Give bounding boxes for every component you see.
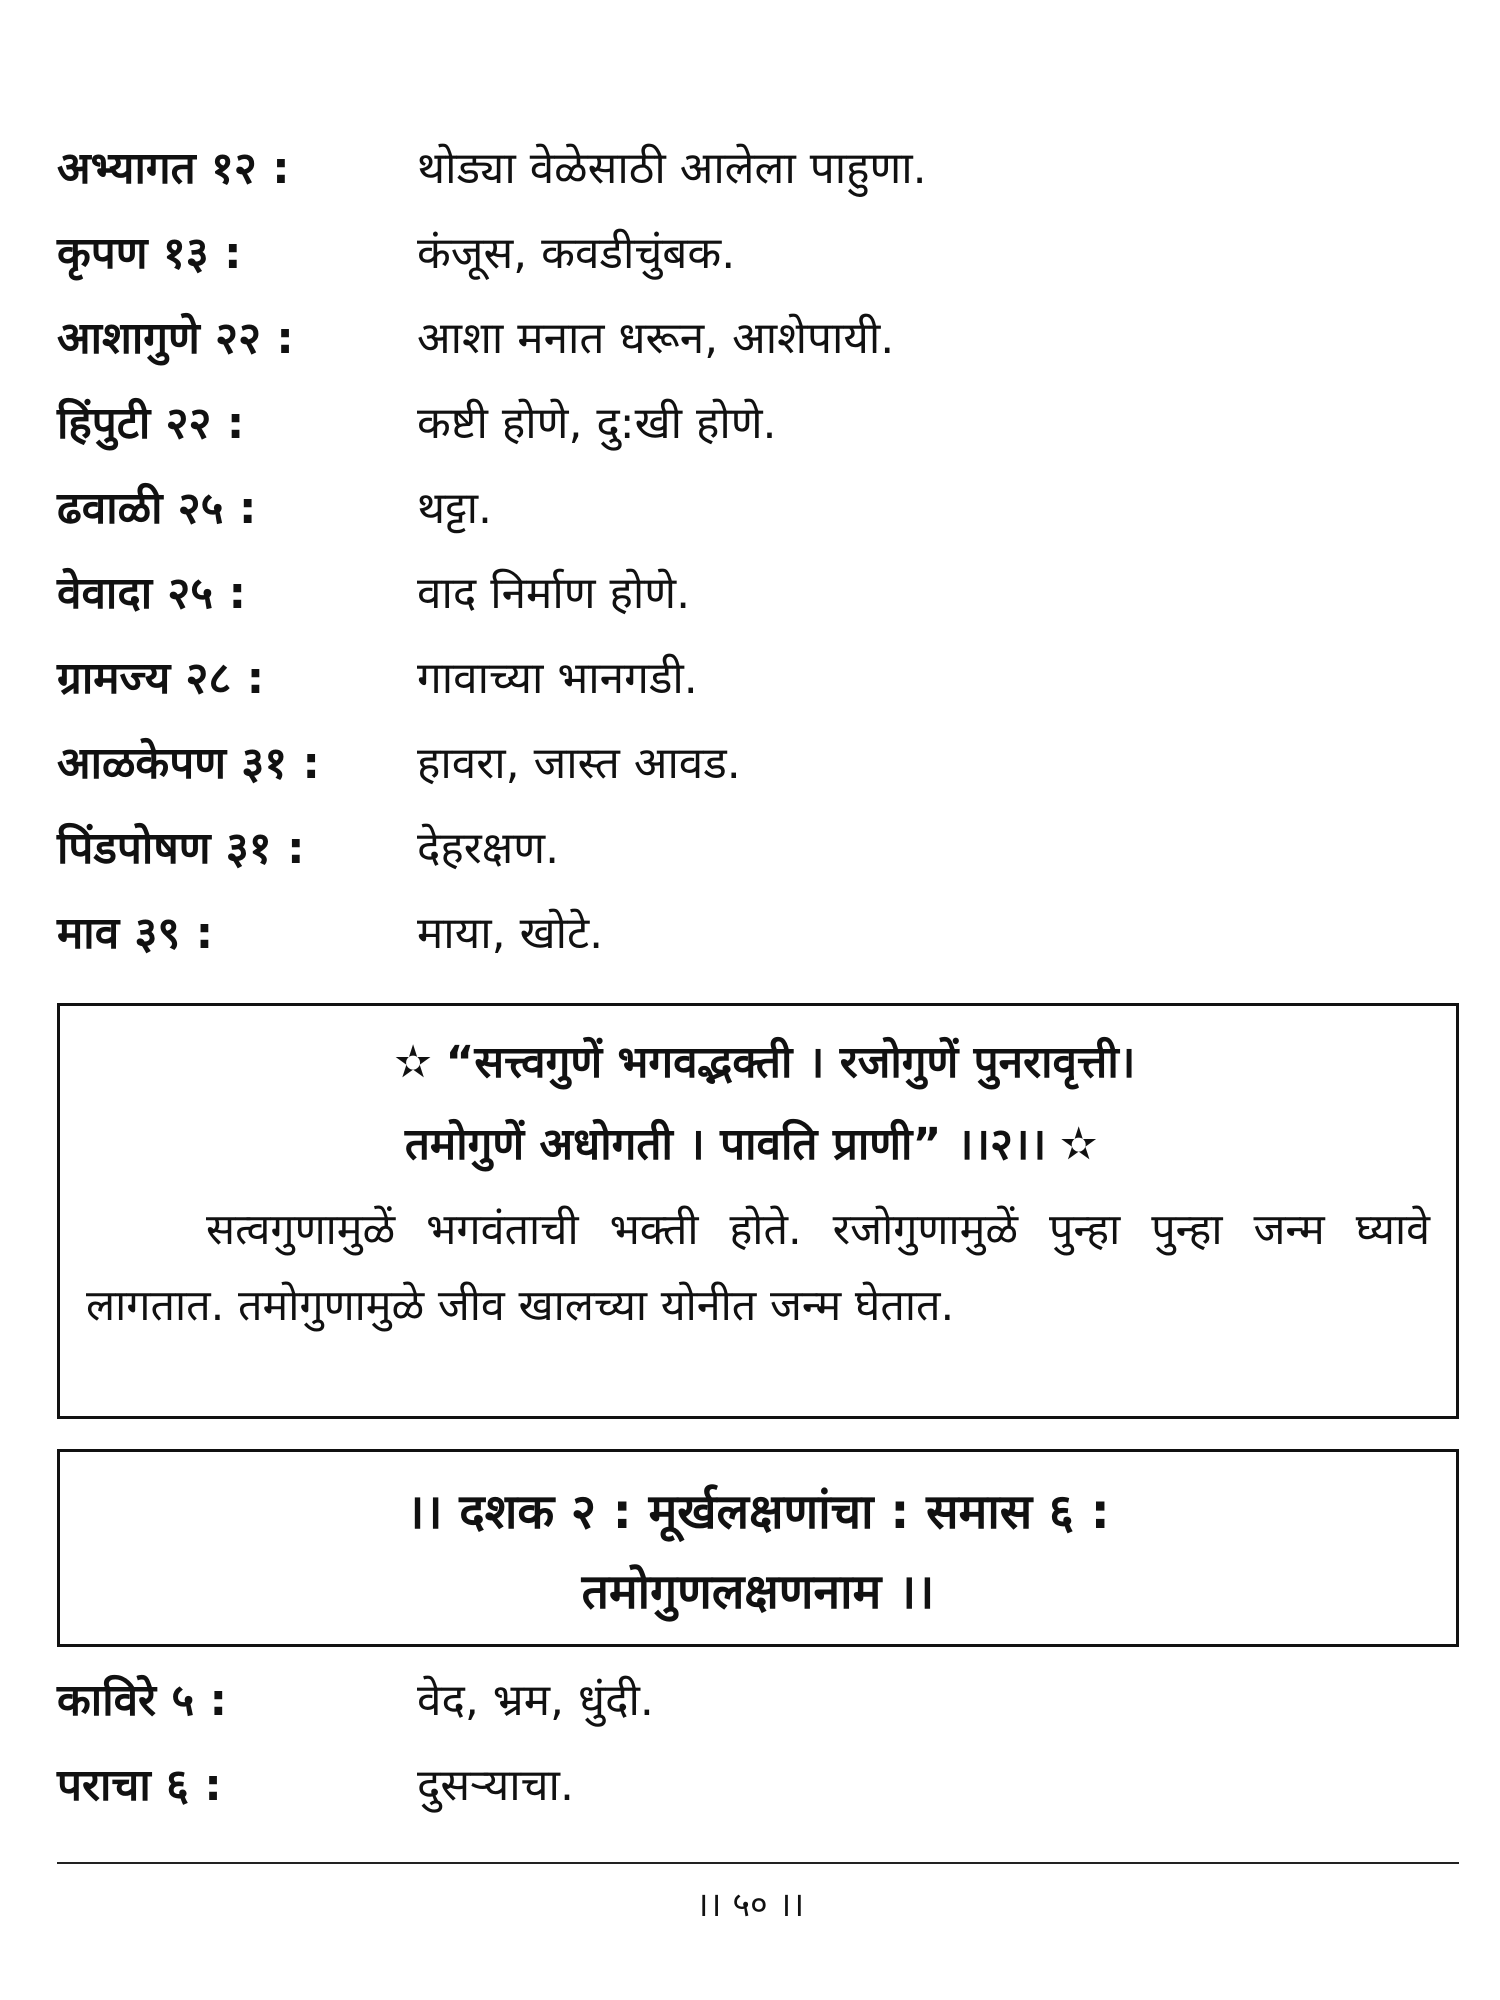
glossary-term: अभ्यागत १२ : <box>57 143 290 194</box>
glossary-meaning: थोड्या वेळेसाठी आलेला पाहुणा. <box>417 143 927 194</box>
glossary-term: ढवाळी २५ : <box>57 483 257 534</box>
glossary-term: हिंपुटी २२ : <box>57 398 245 449</box>
page-number: ।। ५० ।। <box>695 1885 805 1925</box>
glossary-list-bottom <box>57 1658 1457 1828</box>
glossary-term: आशागुणे २२ : <box>57 313 294 364</box>
verse-text-1: “सत्त्वगुणें भगवद्भक्ती । रजोगुणें पुनरावृत्ती। <box>445 1037 1136 1088</box>
verse-line-1 <box>60 1030 1456 1090</box>
glossary-entry <box>57 891 1457 976</box>
verse-line-2 <box>60 1112 1456 1172</box>
glossary-meaning: दुसऱ्याचा. <box>417 1760 574 1811</box>
verse-box <box>57 1003 1459 1419</box>
footer-divider <box>57 1862 1459 1864</box>
glossary-meaning: वाद निर्माण होणे. <box>417 568 691 619</box>
glossary-term: पिंडपोषण ३१ : <box>57 823 305 874</box>
glossary-meaning: आशा मनात धरून, आशेपायी. <box>417 313 895 364</box>
glossary-term: ग्रामज्य २८ : <box>57 653 265 704</box>
glossary-entry <box>57 466 1457 551</box>
glossary-term: माव ३९ : <box>57 908 214 959</box>
glossary-term: आळकेपण ३१ : <box>57 738 320 789</box>
star-icon: ✫ <box>394 1037 432 1088</box>
glossary-entry <box>57 126 1457 211</box>
section-title-line-2: तमोगुणलक्षणनाम ।। <box>581 1564 935 1620</box>
section-title-line-1: ।। दशक २ : मूर्खलक्षणांचा : समास ६ : <box>406 1484 1110 1540</box>
glossary-term: वेवादा २५ : <box>57 568 247 619</box>
glossary-entry <box>57 296 1457 381</box>
glossary-meaning: माया, खोटे. <box>417 908 604 959</box>
glossary-meaning: कष्टी होणे, दु:खी होणे. <box>417 398 777 449</box>
glossary-meaning: थट्टा. <box>417 483 493 534</box>
verse-text-2: तमोगुणें अधोगती । पावति प्राणी” ।।२।। <box>404 1119 1047 1170</box>
glossary-entry <box>57 381 1457 466</box>
glossary-term: पराचा ६ : <box>57 1760 222 1811</box>
glossary-entry <box>57 636 1457 721</box>
glossary-meaning: हावरा, जास्त आवड. <box>417 738 741 789</box>
glossary-entry <box>57 1743 1457 1828</box>
glossary-entry <box>57 211 1457 296</box>
star-icon: ✫ <box>1060 1119 1098 1170</box>
glossary-term: काविरे ५ : <box>57 1675 228 1726</box>
glossary-meaning: देहरक्षण. <box>417 823 560 874</box>
glossary-entry <box>57 1658 1457 1743</box>
glossary-entry <box>57 721 1457 806</box>
glossary-term: कृपण १३ : <box>57 228 242 279</box>
glossary-entry <box>57 551 1457 636</box>
glossary-meaning: वेद, भ्रम, धुंदी. <box>417 1675 654 1726</box>
section-title-box <box>57 1449 1459 1647</box>
glossary-entry <box>57 806 1457 891</box>
glossary-meaning: गावाच्या भानगडी. <box>417 653 698 704</box>
glossary-list-top <box>57 126 1457 976</box>
glossary-meaning: कंजूस, कवडीचुंबक. <box>417 228 736 279</box>
verse-explanation: सत्वगुणामुळें भगवंताची भक्ती होते. रजोगुणामुळें पुन्हा पुन्हा जन्म घ्यावे लागतात. तमोगुणामुळे जीव खालच्या योनीत जन्म घेतात. <box>86 1205 1430 1331</box>
